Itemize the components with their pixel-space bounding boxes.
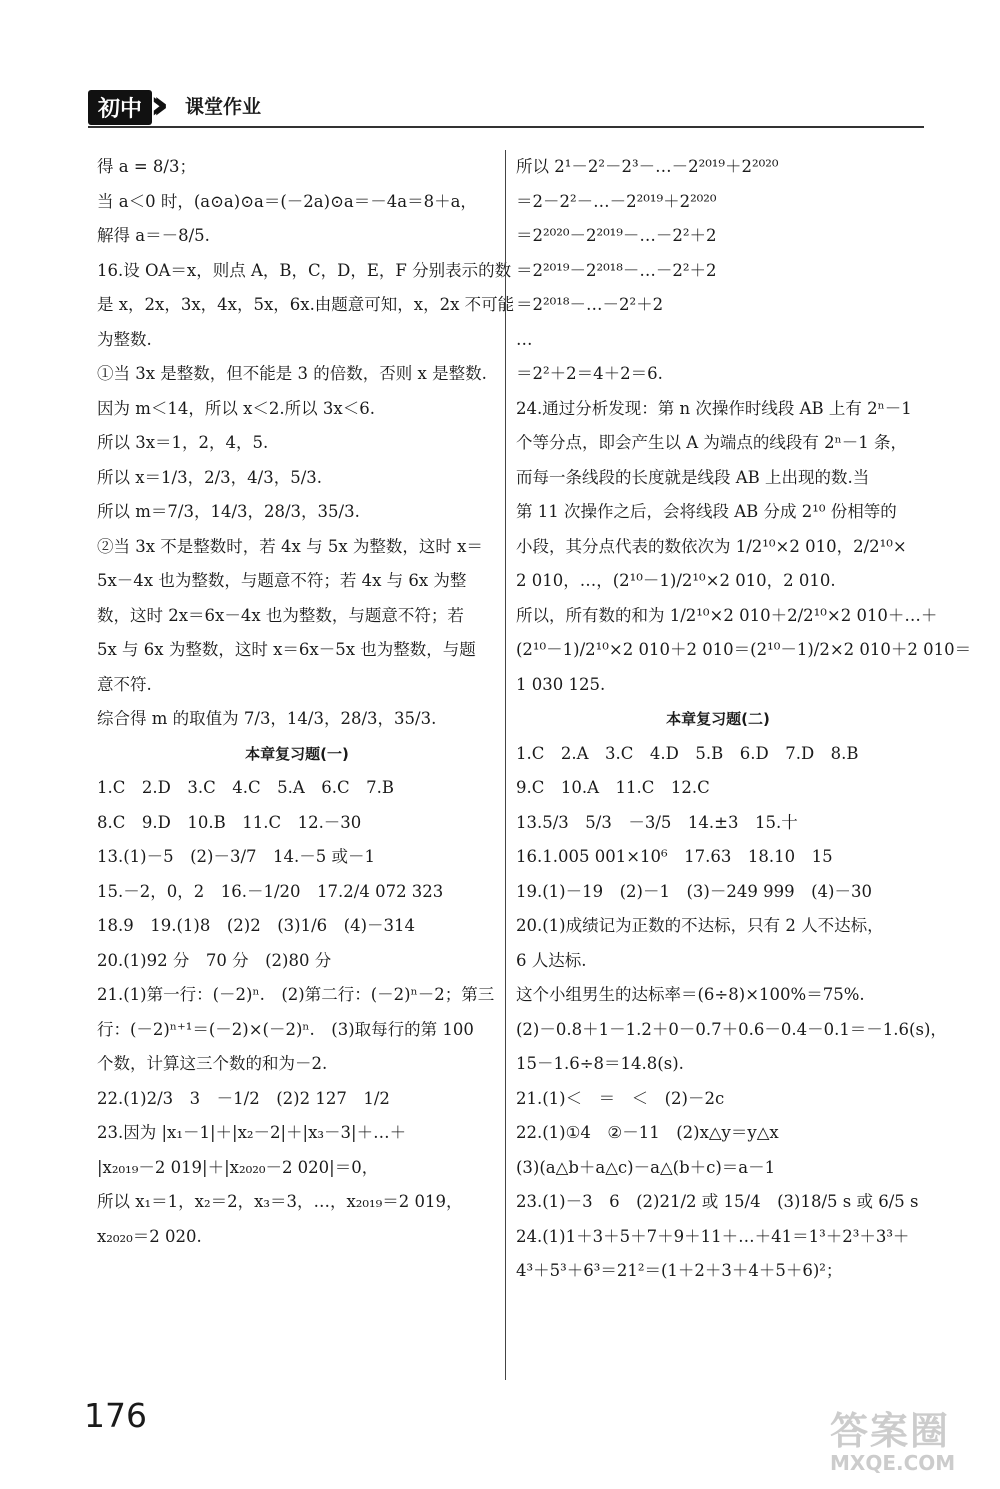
text-line: 这个小组男生的达标率＝(6÷8)×100%＝75%.	[516, 985, 865, 1004]
text-line: ①当 3x 是整数，但不能是 3 的倍数，否则 x 是整数.	[97, 364, 487, 383]
book-title: 课堂作业	[185, 96, 262, 118]
text-line: 13.5/3 5/3 －3/5 14.±3 15.十	[516, 812, 798, 832]
text-line: 21.(1)＜ ＝ ＜ (2)－2c	[516, 1088, 725, 1108]
text-line: 意不符.	[97, 674, 152, 694]
text-line: ＝2－2²－…－2²⁰¹⁹＋2²⁰²⁰	[516, 191, 717, 211]
text-line: 4³＋5³＋6³＝21²＝(1＋2＋3＋4＋5＋6)²；	[516, 1261, 843, 1280]
text-line: 18.9 19.(1)8 (2)2 (3)1/6 (4)－314	[97, 916, 416, 935]
watermark-url: MXQE.COM	[830, 1451, 956, 1475]
text-line: 得 a = 8/3；	[97, 157, 196, 176]
text-line: 5x－4x 也为整数，与题意不符；若 4x 与 6x 为整	[97, 571, 467, 590]
section-title: 本章复习题(一)	[245, 744, 349, 763]
text-line: 当 a＜0 时，(a⊙a)⊙a＝(－2a)⊙a＝－4a＝8＋a，	[97, 191, 477, 211]
text-line: 因为 m＜14，所以 x＜2.所以 3x＜6.	[97, 398, 375, 418]
text-line: 解得 a＝－8/5.	[97, 226, 210, 245]
text-line: 行：(－2)ⁿ⁺¹＝(－2)×(－2)ⁿ. (3)取每行的第 100	[97, 1019, 474, 1039]
text-line: 所以 x₁＝1，x₂＝2，x₃＝3，…，x₂₀₁₉＝2 019，	[97, 1192, 463, 1211]
text-line: 所以 2¹－2²－2³－…－2²⁰¹⁹＋2²⁰²⁰	[516, 157, 779, 176]
text-line: 所以 x＝1/3，2/3，4/3，5/3.	[97, 467, 323, 487]
right-column	[516, 150, 972, 1289]
page-header	[88, 82, 924, 128]
text-line: 个等分点，即会产生以 A 为端点的线段有 2ⁿ－1 条，	[516, 433, 908, 452]
text-line: …	[516, 329, 533, 349]
text-line: ＝2²⁰²⁰－2²⁰¹⁹－…－2²＋2	[516, 226, 717, 245]
text-line: 22.(1)①4 ②－11 (2)x△y＝y△x	[516, 1123, 779, 1142]
text-line: 1.C 2.A 3.C 4.D 5.B 6.D 7.D 8.B	[516, 743, 859, 763]
text-line: 15－1.6÷8＝14.8(s).	[516, 1054, 684, 1073]
text-line: 22.(1)2/3 3 －1/2 (2)2 127 1/2	[97, 1088, 390, 1108]
text-line: 20.(1)92 分 70 分 (2)80 分	[97, 950, 332, 970]
page-number: 176	[84, 1396, 147, 1435]
text-line: ＝2²＋2＝4＋2＝6.	[516, 364, 663, 383]
text-line: (2¹⁰－1)/2¹⁰×2 010＋2 010＝(2¹⁰－1)/2×2 010＋2 010＝	[516, 640, 972, 659]
text-line: 数，这时 2x＝6x－4x 也为整数，与题意不符；若	[97, 605, 464, 625]
section-title: 本章复习题(二)	[666, 710, 770, 728]
text-line: |x₂₀₁₉－2 019|＋|x₂₀₂₀－2 020|＝0，	[97, 1157, 379, 1177]
text-line: 2 010，…，(2¹⁰－1)/2¹⁰×2 010，2 010.	[516, 571, 836, 590]
text-line: 16.1.005 001×10⁶ 17.63 18.10 15	[516, 847, 833, 866]
text-line: ＝2²⁰¹⁸－…－2²＋2	[516, 295, 664, 314]
text-line: 23.(1)－3 6 (2)21/2 或 15/4 (3)18/5 s 或 6/5 s	[516, 1192, 919, 1211]
text-line: x₂₀₂₀＝2 020.	[97, 1226, 202, 1246]
header-rule	[88, 126, 924, 128]
text-line: 15.－2，0，2 16.－1/20 17.2/4 072 323	[97, 881, 444, 901]
left-column	[97, 150, 515, 1254]
double-chevron-icon: ››	[150, 82, 155, 128]
text-line: 所以 3x＝1，2，4，5.	[97, 433, 269, 452]
text-line: 小段，其分点代表的数依次为 1/2¹⁰×2 010，2/2¹⁰×	[516, 536, 907, 556]
text-line: 23.因为 |x₁－1|＋|x₂－2|＋|x₃－3|＋…＋	[97, 1123, 407, 1142]
text-line: 24.(1)1＋3＋5＋7＋9＋11＋…＋41＝1³＋2³＋3³＋	[516, 1226, 910, 1246]
watermark-text: 答案圈	[830, 1409, 951, 1453]
text-line: ②当 3x 不是整数时，若 4x 与 5x 为整数，这时 x＝	[97, 536, 483, 556]
text-line: 1.C 2.D 3.C 4.C 5.A 6.C 7.B	[97, 778, 394, 797]
text-line: 9.C 10.A 11.C 12.C	[516, 778, 710, 797]
text-line: ＝2²⁰¹⁹－2²⁰¹⁸－…－2²＋2	[516, 260, 717, 280]
column-divider	[505, 150, 506, 1380]
text-line: 8.C 9.D 10.B 11.C 12.－30	[97, 812, 362, 832]
text-line: 5x 与 6x 为整数，这时 x＝6x－5x 也为整数，与题	[97, 640, 476, 659]
text-line: 所以 m＝7/3，14/3，28/3，35/3.	[97, 502, 360, 521]
text-line: 19.(1)－19 (2)－1 (3)－249 999 (4)－30	[516, 881, 872, 901]
text-line: (3)(a△b＋a△c)－a△(b＋c)＝a－1	[516, 1157, 776, 1177]
text-line: 20.(1)成绩记为正数的不达标，只有 2 人不达标，	[516, 916, 884, 935]
text-line: 为整数.	[97, 329, 152, 349]
grade-badge: 初中	[88, 90, 152, 125]
text-line: 16.设 OA＝x，则点 A，B，C，D，E，F 分别表示的数	[97, 260, 512, 280]
watermark	[830, 1400, 980, 1484]
text-line: 第 11 次操作之后，会将线段 AB 分成 2¹⁰ 份相等的	[516, 502, 897, 521]
text-line: 是 x，2x，3x，4x，5x，6x.由题意可知，x，2x 不可能	[97, 295, 515, 314]
text-line: 6 人达标.	[516, 950, 587, 970]
text-line: 而每一条线段的长度就是线段 AB 上出现的数.当	[516, 467, 870, 487]
text-line: 个数，计算这三个数的和为－2.	[97, 1054, 328, 1073]
text-line: 24.通过分析发现：第 n 次操作时线段 AB 上有 2ⁿ－1	[516, 398, 912, 418]
text-line: 21.(1)第一行：(－2)ⁿ. (2)第二行：(－2)ⁿ－2；第三	[97, 985, 495, 1004]
text-line: 1 030 125.	[516, 674, 606, 694]
text-line: 综合得 m 的取值为 7/3，14/3，28/3，35/3.	[97, 709, 437, 728]
text-line: 13.(1)－5 (2)－3/7 14.－5 或－1	[97, 847, 376, 866]
text-line: 所以，所有数的和为 1/2¹⁰×2 010＋2/2¹⁰×2 010＋…＋	[516, 605, 938, 625]
text-line: (2)－0.8＋1－1.2＋0－0.7＋0.6－0.4－0.1＝－1.6(s)，	[516, 1019, 947, 1039]
